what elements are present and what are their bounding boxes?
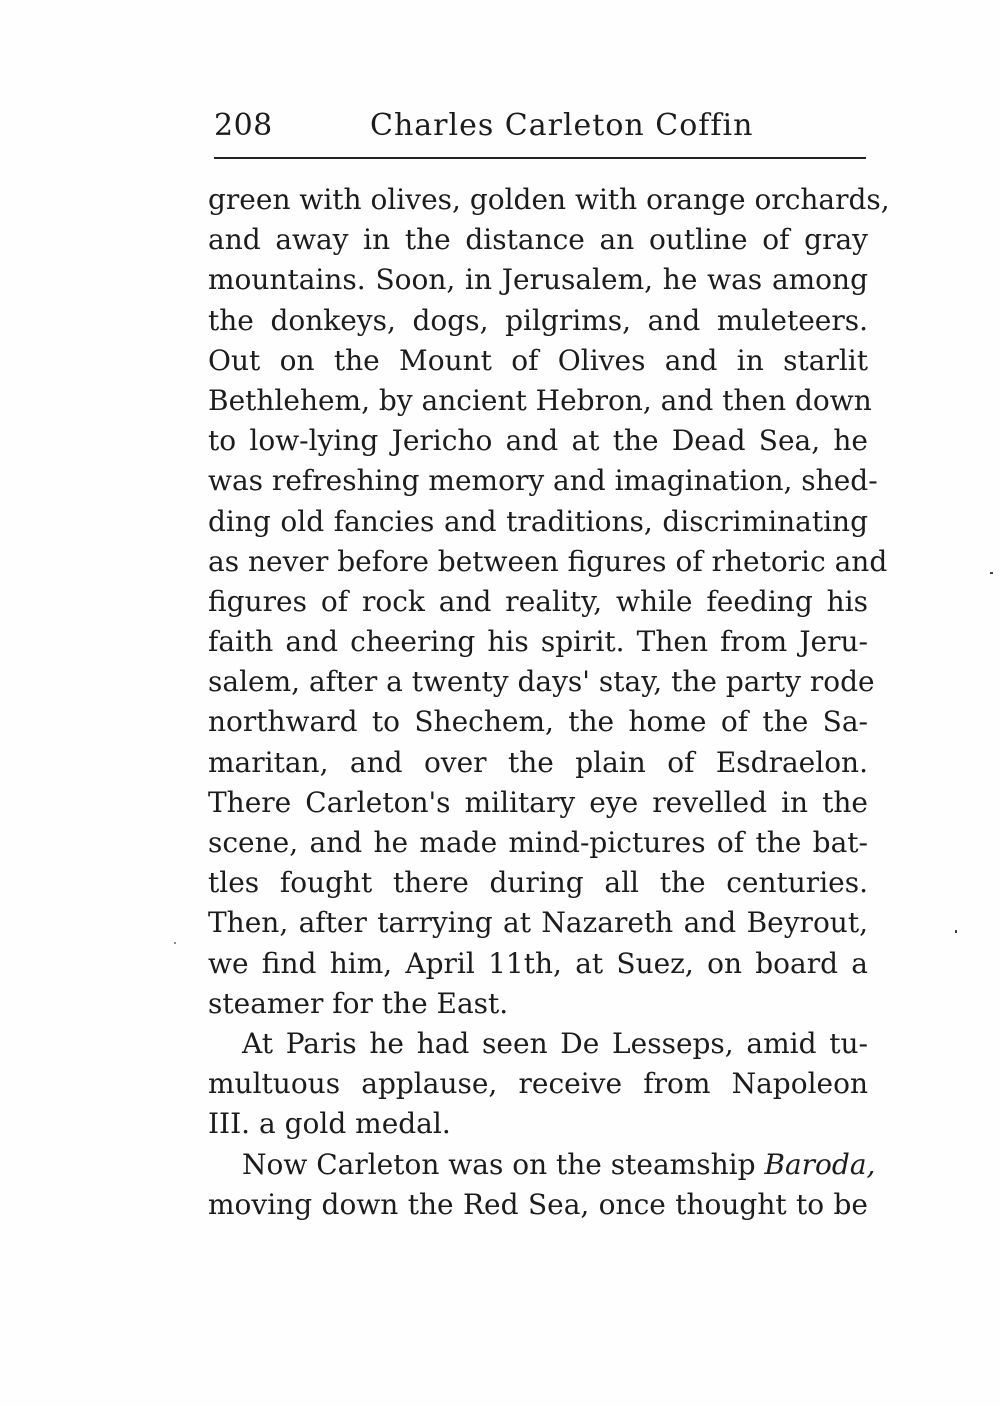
text-line: faith and cheering his spirit. Then from Jeru-	[208, 625, 868, 659]
text-line: was refreshing memory and imagination, shed-	[208, 464, 878, 498]
paragraph-1	[208, 180, 890, 1024]
text-line: There Carleton's military eye revelled in the	[208, 785, 868, 819]
text-line: Then, after tarrying at Nazareth and Beyrout,	[208, 906, 868, 940]
body-text	[208, 180, 890, 1225]
text-line: At Paris he had seen De Lesseps, amid tu-	[242, 1026, 868, 1060]
text-line: salem, after a twenty days' stay, the party rode	[208, 665, 875, 699]
text-line	[208, 1145, 876, 1185]
text-line: multuous applause, receive from Napoleon	[208, 1067, 868, 1101]
text-line: as never before between figures of rhetoric and	[208, 544, 888, 578]
text-line: scene, and he made mind-pictures of the bat-	[208, 826, 868, 859]
text-line: green with olives, golden with orange orchards,	[208, 183, 890, 216]
header-rule	[214, 157, 866, 159]
page-number: 208	[214, 108, 273, 143]
text-line: ding old fancies and traditions, discriminating	[208, 504, 868, 538]
page-header	[214, 108, 866, 148]
text-line: Bethlehem, by ancient Hebron, and then down	[208, 383, 872, 417]
text-line: and away in the distance an outline of gray	[208, 223, 868, 257]
text-line: mountains. Soon, in Jerusalem, he was among	[208, 263, 868, 297]
text-line: to low-lying Jericho and at the Dead Sea, he	[208, 424, 868, 458]
text-line: Out on the Mount of Olives and in starlit	[208, 343, 868, 377]
text-line: the donkeys, dogs, pilgrims, and muleteers.	[208, 303, 868, 337]
scan-speck	[174, 942, 176, 944]
text-line: northward to Shechem, the home of the Sa-	[208, 705, 868, 739]
text-line: maritan, and over the plain of Esdraelon.	[208, 745, 868, 779]
text-line: moving down the Red Sea, once thought to be	[208, 1187, 868, 1221]
text-line: figures of rock and reality, while feeding his	[208, 584, 868, 618]
text-line: steamer for the East.	[208, 986, 509, 1020]
text-line: we find him, April 11th, at Suez, on board a	[208, 946, 868, 980]
text-line: III. a gold medal.	[208, 1107, 451, 1141]
scan-speck	[990, 572, 993, 574]
paragraph-3	[208, 1145, 876, 1225]
scan-speck	[955, 930, 957, 933]
ship-name: Baroda,	[764, 1147, 876, 1181]
text-line: tles fought there during all the centuries.	[208, 866, 868, 900]
text-span: Now Carleton was on the steamship	[242, 1147, 756, 1181]
running-head: Charles Carleton Coffin	[370, 108, 754, 143]
paragraph-2	[208, 1024, 868, 1145]
